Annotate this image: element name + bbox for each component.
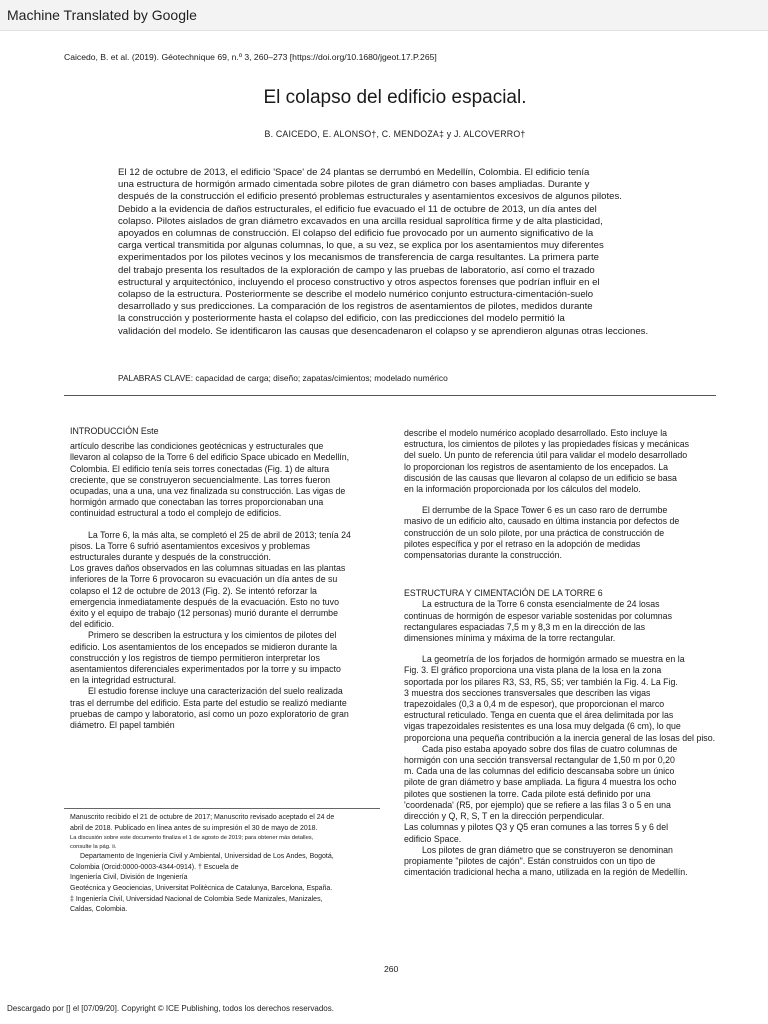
translation-banner: Machine Translated by Google: [0, 0, 768, 31]
spacer: [404, 561, 749, 588]
section-heading: ESTRUCTURA Y CIMENTACIÓN DE LA TORRE 6: [404, 588, 603, 599]
footnote-line: Ingeniería Civil, División de Ingeniería: [70, 874, 188, 882]
authors: B. CAICEDO, E. ALONSO†, C. MENDOZA‡ y J. ALCOVERRO†: [264, 129, 526, 139]
abstract-line: desarrollado y sus predicciones. La comparación de los registros de asentamientos de pilotes, medidos durante: [118, 301, 593, 313]
footnote-line: Geotécnica y Geociencias, Universitat Politècnica de Catalunya, Barcelona, España.: [70, 884, 333, 892]
left-column: [70, 426, 385, 731]
text-line: pilotes que sostienen la torre. Cada pilote está definido por una: [404, 788, 651, 799]
text-line: Las columnas y pilotes Q3 y Q5 eran comunes a las torres 5 y 6 del: [404, 822, 669, 833]
text-line: construcción y los registros de tiempo permitieron interpretar los: [70, 652, 320, 663]
abstract-line: carga vertical transmitida por algunas columnas, lo que, a su vez, se explica por los asentamientos muy diferentes: [118, 240, 604, 252]
text-line: edificio Space.: [404, 833, 462, 844]
text-line: asentamientos diferenciales experimentados por la torre y su impacto: [70, 664, 341, 675]
text-line: estructura, los cimientos de pilotes y las propiedades físicas y mecánicas: [404, 439, 690, 450]
text-line: del edificio.: [70, 619, 115, 630]
text-line: Los graves daños observados en las columnas situadas en las plantas: [70, 563, 346, 574]
abstract: [118, 167, 728, 338]
text-line: trapezoidales (0,3 a 0,4 m de espesor), que proporcionan el marco: [404, 699, 665, 710]
text-line: compensatorias durante la construcción.: [404, 550, 562, 561]
text-line: construcción de un solo pilote, por una práctica de construcción de: [404, 527, 665, 538]
text-line: Los pilotes de gran diámetro que se construyeron se denominan: [422, 844, 673, 855]
text-line: artículo describe las condiciones geotécnicas y estructurales que: [70, 441, 324, 452]
keywords: PALABRAS CLAVE: capacidad de carga; diseño; zapatas/cimientos; modelado numérico: [118, 373, 448, 383]
text-line: 3 muestra dos secciones transversales que describen las vigas: [404, 687, 651, 698]
download-notice: Descargado por [] el [07/09/20]. Copyright © ICE Publishing, todos los derechos reservados.: [7, 1004, 334, 1013]
spacer: [70, 520, 385, 530]
abstract-line: experimentados por los pilotes vecinos y los mecanismos de transferencia de carga resultantes. La primera parte: [118, 252, 599, 264]
text-line: pisos. La Torre 6 sufrió asentamientos excesivos y problemas: [70, 540, 310, 551]
text-line: Colombia. El edificio tenía seis torres conectadas (Fig. 1) de altura: [70, 463, 330, 474]
text-line: soportada por los pilares R3, S3, R5, S5; ver también la Fig. 4. La Fig.: [404, 676, 678, 687]
footnote-line: abril de 2018. Publicado en línea antes de su impresión el 30 de mayo de 2018.: [70, 824, 318, 832]
footnote-divider: [64, 808, 380, 809]
text-line: inferiores de la Torre 6 provocaron su evacuación un día antes de su: [70, 574, 338, 585]
paper-title: El colapso del edificio espacial.: [263, 87, 527, 108]
abstract-line: después de la construcción el edificio presentó problemas estructurales y asentamientos excesivos de algunos pilotes.: [118, 191, 622, 203]
text-line: Cada piso estaba apoyado sobre dos filas de cuatro columnas de: [422, 743, 678, 754]
text-line: colapso el 12 de octubre de 2013 (Fig. 2). Se intentó reforzar la: [70, 585, 317, 596]
footnotes: [70, 813, 382, 916]
citation: Caicedo, B. et al. (2019). Géotechnique 69, n.º 3, 260–273 [https://doi.org/10.1680/jgeot.17.P.265]: [64, 52, 437, 62]
text-line: en la información proporcionada por los cálculos del modelo.: [404, 484, 641, 495]
abstract-line: la construcción y posteriormente hasta el colapso del edificio, con las predicciones del modelo permitió la: [118, 313, 565, 325]
abstract-line: El 12 de octubre de 2013, el edificio 'Space' de 24 plantas se derrumbó en Medellín, Colombia. El edificio tenía: [118, 167, 590, 178]
text-line: rectangulares espaciadas 7,5 m y 8,3 m en la dirección de las: [404, 621, 646, 632]
text-line: 'coordenada' (R5, por ejemplo) que se refiere a las filas 3 o 5 en una: [404, 799, 671, 810]
text-line: estructurales durante y después de la construcción.: [70, 552, 271, 563]
text-line: en la integridad estructural.: [70, 675, 177, 686]
footnote-line: Colombia (Orcid:0000-0003-4344-0914). † Escuela de: [70, 863, 239, 871]
text-line: del suelo. Un punto de referencia útil para validar el modelo desarrollado: [404, 450, 688, 461]
text-line: pilote de gran diámetro y base ampliada. La figura 4 muestra los ocho: [404, 777, 677, 788]
abstract-line: Debido a la evidencia de daños estructurales, el edificio fue evacuado el 11 de octubre de 2013, un día antes del: [118, 203, 597, 215]
text-line: llevaron al colapso de la Torre 6 del edificio Space ubicado en Medellín,: [70, 452, 350, 463]
text-line: m. Cada una de las columnas del edificio descansaba sobre un único: [404, 766, 675, 777]
text-line: El derrumbe de la Space Tower 6 es un caso raro de derrumbe: [422, 505, 668, 516]
text-line: La geometría de los forjados de hormigón armado se muestra en la: [422, 654, 685, 665]
text-line: hormigón armado que conectaban las torres proporcionaban una: [70, 497, 324, 508]
text-line: propiamente "pilotes de cajón". Están construidos con un tipo de: [404, 855, 656, 866]
text-line: ocupadas, una a una, una vez finalizada su construcción. Las vigas de: [70, 486, 346, 497]
text-line: edificio. Los asentamientos de los encepados se midieron durante la: [70, 641, 338, 652]
text-line: La Torre 6, la más alta, se completó el 25 de abril de 2013; tenía 24: [88, 529, 351, 540]
abstract-line: apoyados en columnas de construcción. El colapso del edificio fue provocado por un aumento significativo de la: [118, 228, 594, 240]
intro-heading: INTRODUCCIÓN Este: [70, 426, 159, 436]
footnote-line: Departamento de Ingeniería Civil y Ambiental, Universidad de Los Andes, Bogotá,: [80, 853, 334, 861]
text-line: describe el modelo numérico acoplado desarrollado. Esto incluye la: [404, 428, 668, 438]
abstract-line: colapso. Pilotes aislados de gran diámetro excavados en una arcilla residual saprolítica firme y de alta plasticidad,: [118, 215, 603, 227]
right-column: [404, 428, 749, 878]
footnote-line: consulte la pág. ii.: [70, 844, 117, 851]
text-line: Fig. 3. El gráfico proporciona una vista plana de la losa en la zona: [404, 665, 662, 676]
text-line: continuas de hormigón de espesor variable sostenidas por columnas: [404, 610, 672, 621]
abstract-line: del trabajo presenta los resultados de la exploración de campo y las pruebas de laboratorio, así como el trazado: [118, 264, 595, 276]
text-line: pruebas de campo y laboratorio, así como un pozo exploratorio de gran: [70, 708, 349, 719]
text-line: pilotes específica y por el retraso en la adopción de medidas: [404, 538, 641, 549]
text-line: La estructura de la Torre 6 consta esencialmente de 24 losas: [422, 599, 660, 610]
text-line: emergencia inmediatamente después de la evacuación. Esto no tuvo: [70, 596, 339, 607]
text-line: lo proporcionan los registros de asentamiento de los encepados. La: [404, 461, 669, 472]
text-line: discusión de las causas que llevaron al colapso de un edificio se basa: [404, 472, 677, 483]
text-line: tras el derrumbe del edificio. Esta parte del estudio se realizó mediante: [70, 697, 347, 708]
page-number: 260: [384, 964, 399, 974]
divider: [64, 395, 716, 396]
text-line: cimentación tradicional hecha a mano, utilizada en la región de Medellín.: [404, 867, 688, 878]
text-line: creciente, que se construyeron secuencialmente. Las torres fueron: [70, 474, 331, 485]
text-line: dirección y Q, R, S, T en la dirección perpendicular.: [404, 811, 605, 822]
text-line: dimensiones mínima y máxima de la torre rectangular.: [404, 633, 616, 644]
text-line: Primero se describen la estructura y los cimientos de pilotes del: [88, 630, 337, 641]
text-line: hormigón con una sección transversal rectangular de 1,50 m por 0,20: [404, 755, 675, 766]
footnote-line: Manuscrito recibido el 21 de octubre de 2017; Manuscrito revisado aceptado el 24 de: [70, 814, 335, 821]
abstract-line: una estructura de hormigón armado cimentada sobre pilotes de gran diámetro con bases ampliadas. Durante y: [118, 179, 590, 191]
footnote-line: ‡ Ingeniería Civil, Universidad Nacional de Colombia Sede Manizales, Manizales,: [70, 895, 323, 903]
abstract-line: validación del modelo. Se identificaron las causas que desencadenaron el colapso y se aprendieron algunas otras lecciones.: [118, 325, 649, 337]
footnote-line: Caldas, Colombia.: [70, 906, 128, 914]
text-line: El estudio forense incluye una caracterización del suelo realizada: [88, 686, 343, 697]
text-line: continuidad estructural a todo el complejo de edificios.: [70, 508, 282, 519]
text-line: masivo de un edificio alto, causado en última instancia por defectos de: [404, 516, 680, 527]
text-line: proporciona una pequeña contribución a la inercia general de las losas del piso.: [404, 732, 716, 743]
abstract-line: colapso de la estructura. Posteriormente se describe el modelo numérico conjunto estructura-cimentación-suelo: [118, 289, 594, 301]
text-line: estructural reticulado. Tenga en cuenta que el área delimitada por las: [404, 710, 674, 721]
text-line: vigas trapezoidales resistentes es una losa muy delgada (6 cm), lo que: [404, 721, 681, 732]
spacer: [404, 644, 749, 654]
spacer: [404, 495, 749, 505]
text-line: diámetro. El papel también: [70, 720, 175, 731]
abstract-line: estructural y arquitectónico, incluyendo el proceso constructivo y otros aspectos forenses que podrían influir en el: [118, 276, 600, 288]
footnote-line: La discusión sobre este documento finaliza el 1 de agosto de 2019; para obtener más detalles,: [70, 835, 314, 842]
text-line: éxito y el equipo de trabajo (12 personas) murió durante el derrumbe: [70, 608, 338, 619]
